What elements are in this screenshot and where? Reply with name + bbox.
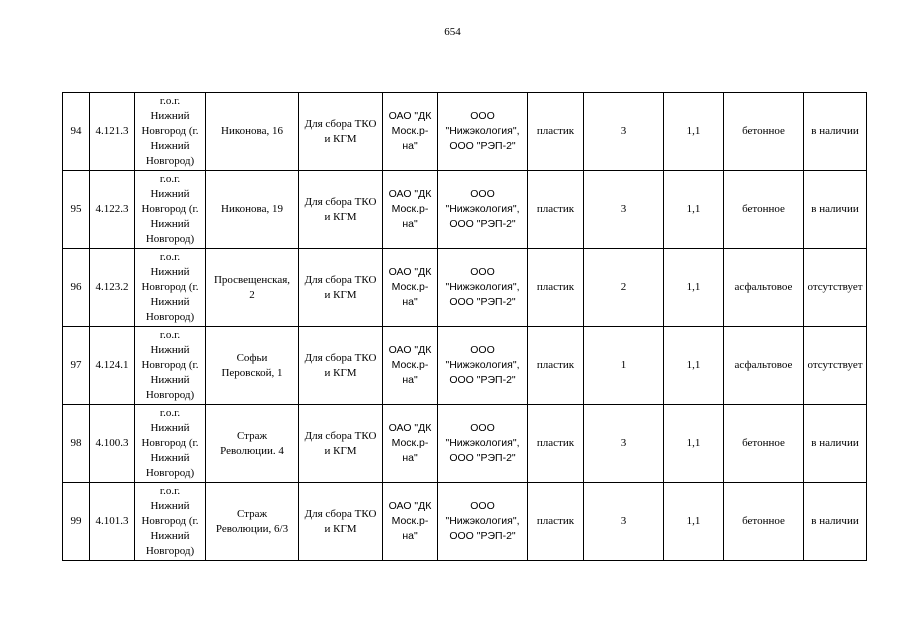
cell-volume: 1,1 [664,405,724,483]
cell-address: Просвещенская, 2 [206,249,299,327]
table-body [63,93,867,561]
table-row [63,405,867,483]
cell-district: г.о.г. Нижний Новгород (г. Нижний Новгород) [135,483,206,561]
cell-address: Страж Революции, 6/3 [206,483,299,561]
cell-district: г.о.г. Нижний Новгород (г. Нижний Новгород) [135,249,206,327]
cell-owner: ОАО "ДК Моск.р- на" [383,483,438,561]
table-row [63,483,867,561]
cell-code: 4.101.3 [90,483,135,561]
page-number: 654 [444,26,461,38]
cell-address: Софьи Перовской, 1 [206,327,299,405]
cell-district: г.о.г. Нижний Новгород (г. Нижний Новгород) [135,327,206,405]
cell-operator: ООО "Нижэкология", ООО "РЭП-2" [438,483,528,561]
cell-district: г.о.г. Нижний Новгород (г. Нижний Новгород) [135,171,206,249]
table-row [63,171,867,249]
cell-address: Никонова, 16 [206,93,299,171]
cell-owner: ОАО "ДК Моск.р- на" [383,93,438,171]
cell-count: 3 [584,93,664,171]
waste-sites-table [62,92,867,561]
cell-owner: ОАО "ДК Моск.р- на" [383,327,438,405]
cell-count: 3 [584,483,664,561]
cell-purpose: Для сбора ТКО и КГМ [299,249,383,327]
cell-surface: бетонное [724,171,804,249]
table-row [63,249,867,327]
cell-count: 3 [584,171,664,249]
cell-surface: бетонное [724,483,804,561]
cell-purpose: Для сбора ТКО и КГМ [299,93,383,171]
cell-owner: ОАО "ДК Моск.р- на" [383,249,438,327]
cell-purpose: Для сбора ТКО и КГМ [299,327,383,405]
cell-fence: в наличии [804,171,867,249]
cell-count: 2 [584,249,664,327]
cell-purpose: Для сбора ТКО и КГМ [299,483,383,561]
cell-fence: в наличии [804,93,867,171]
cell-address: Никонова, 19 [206,171,299,249]
cell-code: 4.100.3 [90,405,135,483]
cell-surface: бетонное [724,93,804,171]
cell-purpose: Для сбора ТКО и КГМ [299,171,383,249]
cell-num: 97 [63,327,90,405]
cell-material: пластик [528,405,584,483]
cell-volume: 1,1 [664,483,724,561]
cell-surface: асфальтовое [724,249,804,327]
cell-num: 98 [63,405,90,483]
cell-num: 95 [63,171,90,249]
cell-volume: 1,1 [664,327,724,405]
cell-fence: отсутствует [804,249,867,327]
cell-surface: асфальтовое [724,327,804,405]
cell-num: 96 [63,249,90,327]
cell-code: 4.121.3 [90,93,135,171]
cell-volume: 1,1 [664,171,724,249]
cell-owner: ОАО "ДК Моск.р- на" [383,405,438,483]
cell-fence: отсутствует [804,327,867,405]
cell-material: пластик [528,93,584,171]
cell-fence: в наличии [804,405,867,483]
cell-owner: ОАО "ДК Моск.р- на" [383,171,438,249]
cell-code: 4.124.1 [90,327,135,405]
cell-operator: ООО "Нижэкология", ООО "РЭП-2" [438,405,528,483]
cell-district: г.о.г. Нижний Новгород (г. Нижний Новгород) [135,93,206,171]
cell-material: пластик [528,483,584,561]
cell-code: 4.122.3 [90,171,135,249]
cell-count: 1 [584,327,664,405]
cell-purpose: Для сбора ТКО и КГМ [299,405,383,483]
cell-district: г.о.г. Нижний Новгород (г. Нижний Новгород) [135,405,206,483]
table-row [63,93,867,171]
cell-count: 3 [584,405,664,483]
cell-surface: бетонное [724,405,804,483]
cell-material: пластик [528,171,584,249]
cell-code: 4.123.2 [90,249,135,327]
cell-fence: в наличии [804,483,867,561]
cell-operator: ООО "Нижэкология", ООО "РЭП-2" [438,93,528,171]
cell-address: Страж Революции. 4 [206,405,299,483]
cell-num: 99 [63,483,90,561]
cell-volume: 1,1 [664,93,724,171]
cell-material: пластик [528,327,584,405]
cell-volume: 1,1 [664,249,724,327]
cell-material: пластик [528,249,584,327]
table-row [63,327,867,405]
cell-operator: ООО "Нижэкология", ООО "РЭП-2" [438,327,528,405]
cell-operator: ООО "Нижэкология", ООО "РЭП-2" [438,249,528,327]
cell-num: 94 [63,93,90,171]
cell-operator: ООО "Нижэкология", ООО "РЭП-2" [438,171,528,249]
